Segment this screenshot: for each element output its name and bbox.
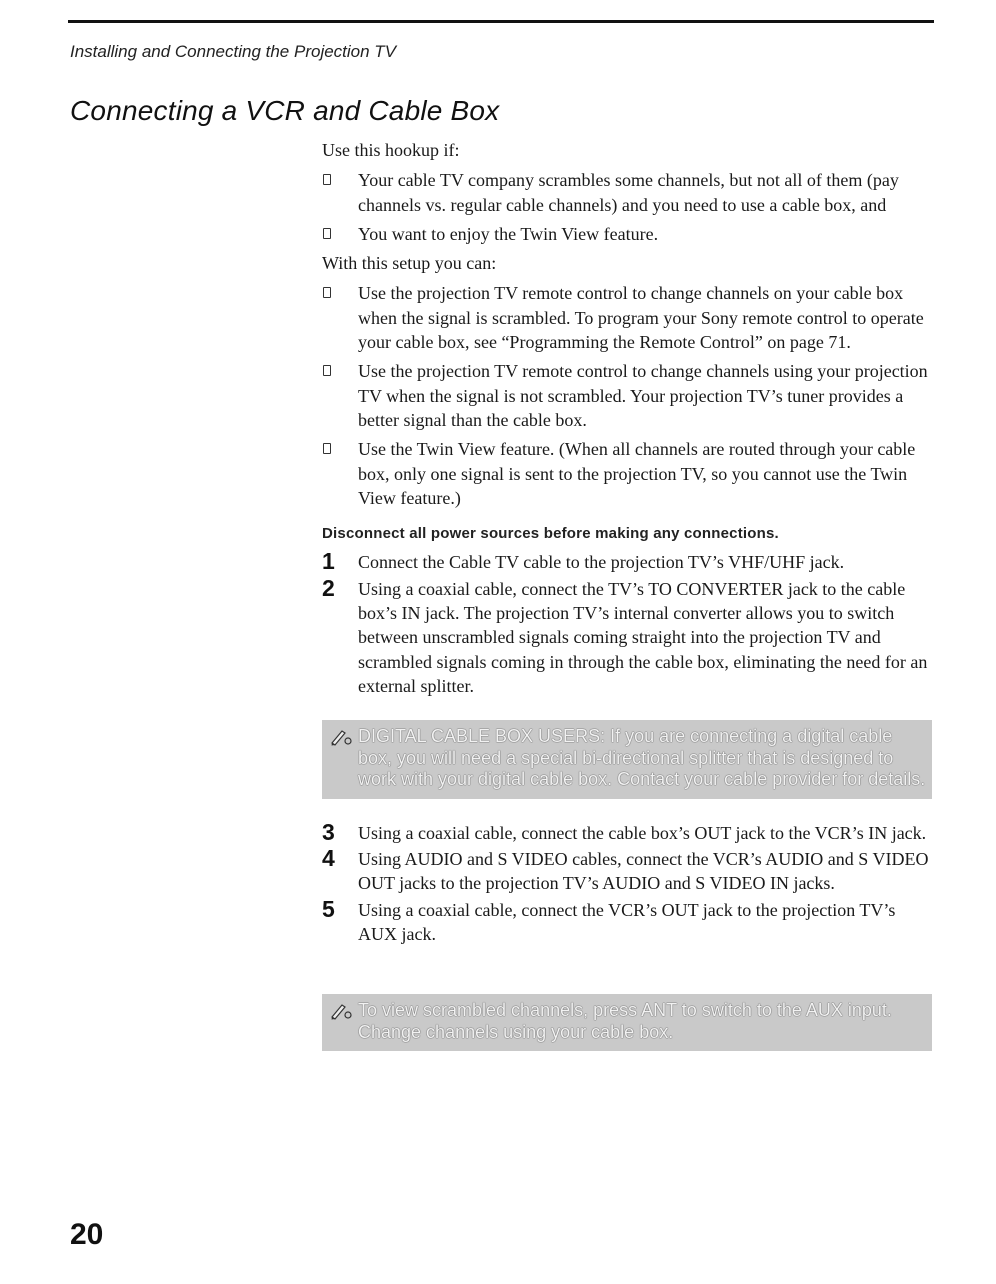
step-number: 3 xyxy=(322,818,335,845)
benefits-list xyxy=(322,281,932,510)
list-item: Use the projection TV remote control to change channels on your cable box when the signal is scrambled. To program your Sony remote control to operate your cable box, see “Programming the Remote Control” on page 71. xyxy=(322,281,932,354)
step-item: 3 Using a coaxial cable, connect the cable box’s OUT jack to the VCR’s IN jack. xyxy=(322,818,927,845)
list-item: Your cable TV company scrambles some channels, but not all of them (pay channels vs. regular cable channels) and you need to use a cable box, and xyxy=(322,168,932,217)
steps-list-a xyxy=(322,550,932,698)
checkbox-bullet-icon xyxy=(323,228,331,239)
step-number: 2 xyxy=(322,574,335,601)
steps-list-b xyxy=(322,818,932,946)
step-number: 4 xyxy=(322,845,335,872)
list-item: You want to enjoy the Twin View feature. xyxy=(322,222,932,246)
benefits-intro: With this setup you can: xyxy=(322,253,497,274)
note-text: To view scrambled channels, press ANT to switch to the AUX input. Change channels using your cable box. xyxy=(358,1000,892,1042)
note-text: DIGITAL CABLE BOX USERS: If you are connecting a digital cable box, you will need a special bi-directional splitter that is designed to work with your digital cable box. Contact your cable provider for details. xyxy=(358,726,926,790)
step-number: 5 xyxy=(322,895,335,922)
step-item: 2 Using a coaxial cable, connect the TV’s TO CONVERTER jack to the cable box’s IN jack. The projection TV’s internal converter allows you to switch between unscrambled signals coming straight into the projection TV and scrambled signals coming in through the cable box, eliminating the need for an external splitter. xyxy=(322,574,928,696)
checkbox-bullet-icon xyxy=(323,443,331,454)
note-box-scrambled-channels xyxy=(322,994,932,1051)
note-box-digital-cable xyxy=(322,720,932,799)
top-rule xyxy=(68,20,934,23)
checkbox-bullet-icon xyxy=(323,365,331,376)
conditions-list xyxy=(322,168,932,246)
pencil-note-icon xyxy=(330,1002,352,1020)
step-item: 4 Using AUDIO and S VIDEO cables, connect the VCR’s AUDIO and S VIDEO OUT jacks to the projection TV’s AUDIO and S VIDEO IN jacks. xyxy=(322,845,929,894)
checkbox-bullet-icon xyxy=(323,174,331,185)
running-head: Installing and Connecting the Projection TV xyxy=(70,42,397,61)
step-item: 1 Connect the Cable TV cable to the projection TV’s VHF/UHF jack. xyxy=(322,548,845,575)
step-number: 1 xyxy=(322,548,335,575)
content-column xyxy=(322,138,932,1051)
step-item: 5 Using a coaxial cable, connect the VCR’s OUT jack to the projection TV’s AUX jack. xyxy=(322,895,896,944)
checkbox-bullet-icon xyxy=(323,287,331,298)
list-item: Use the Twin View feature. (When all channels are routed through your cable box, only one signal is sent to the projection TV, so you cannot use the Twin View feature.) xyxy=(322,437,932,510)
list-item: Use the projection TV remote control to change channels using your projection TV when the signal is not scrambled. Your projection TV’s tuner provides a better signal than the cable box. xyxy=(322,359,932,432)
hookup-intro: Use this hookup if: xyxy=(322,140,460,160)
page-title: Connecting a VCR and Cable Box xyxy=(70,95,500,126)
page-number: 20 xyxy=(70,1218,104,1251)
pencil-note-icon xyxy=(330,728,352,746)
warning-text: Disconnect all power sources before making any connections. xyxy=(322,525,779,543)
